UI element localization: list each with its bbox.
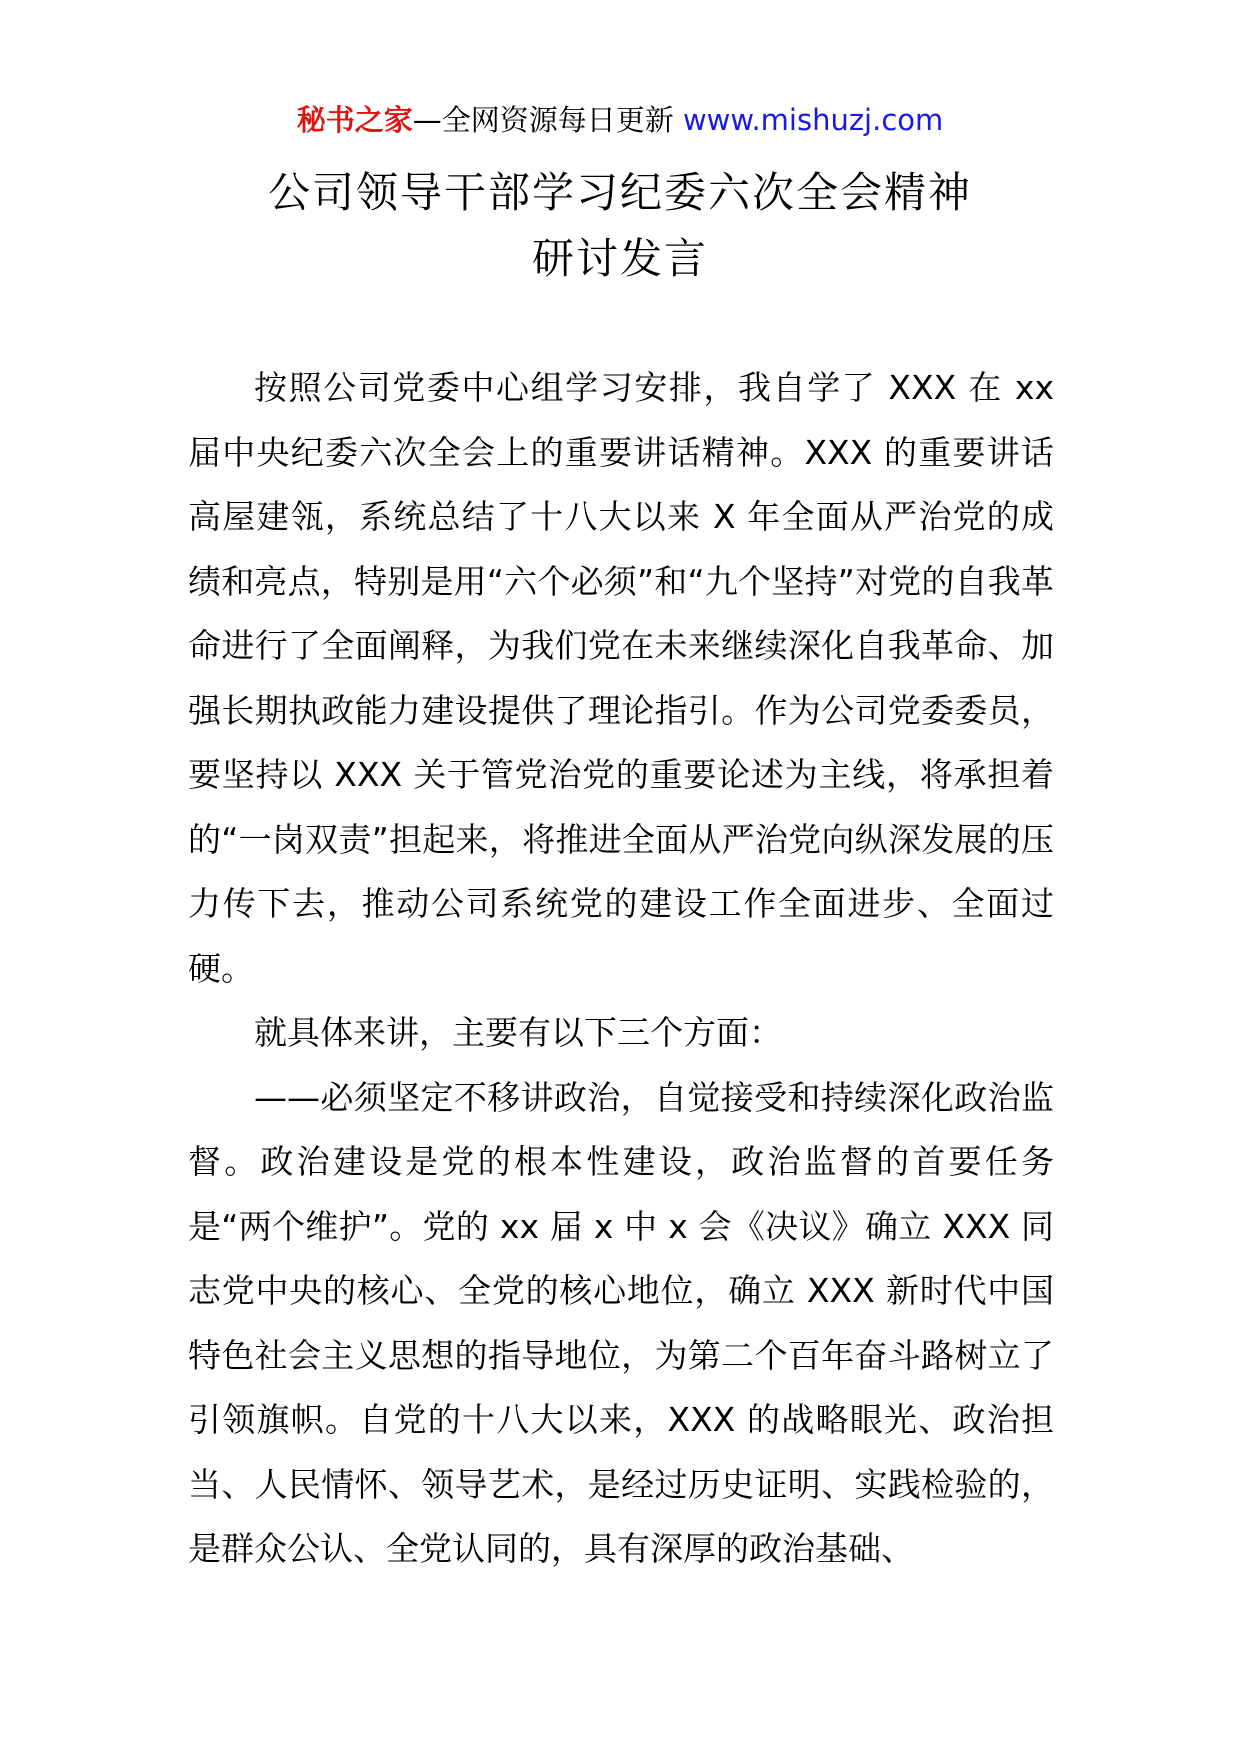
- paragraph-overview: 就具体来讲，主要有以下三个方面：: [254, 1013, 782, 1052]
- paragraph-point-1: ——必须坚定不移讲政治，自觉接受和持续深化政治监督。政治建设是党的根本性建设，政治监督的首要任务是“两个维护”。党的 xx 届 x 中 x 会《决议》确立 XXX 同志党中央的核心、全党的核心地位，确立 XXX 新时代中国特色社会主义思想的指导地位，为第二个百年奋斗路树立了引领旗帜。自党的十八大以来，XXX 的战略眼光、政治担当、人民情怀、领导艺术，是经过历史证明、实践检验的，是群众公认、全党认同的，具有深厚的政治基础、: [188, 1077, 1054, 1568]
- brand-name: 秘书之家: [296, 103, 413, 137]
- paragraph-intro: 按照公司党委中心组学习安排，我自学了 XXX 在 xx 届中央纪委六次全会上的重要讲话精神。XXX 的重要讲话高屋建瓴，系统总结了十八大以来 X 年全面从严治党的成绩和亮点，特别是用“六个必须”和“九个坚持”对党的自我革命进行了全面阐释，为我们党在未来继续深化自我革命、加强长期执政能力建设提供了理论指引。作为公司党委委员，要坚持以 XXX 关于管党治党的重要论述为主线，将承担着的“一岗双责”担起来，将推进全面从严治党向纵深发展的压力传下去，推动公司系统党的建设工作全面进步、全面过硬。: [188, 368, 1054, 988]
- header-tagline: —全网资源每日更新: [412, 103, 674, 137]
- site-url-link[interactable]: www.mishuzj.com: [682, 103, 944, 137]
- document-title: [0, 160, 1240, 292]
- title-line-1: 公司领导干部学习纪委六次全会精神: [267, 168, 972, 217]
- site-header: [0, 100, 1240, 140]
- document-body: [188, 356, 1054, 1582]
- title-line-2: 研讨发言: [531, 234, 708, 283]
